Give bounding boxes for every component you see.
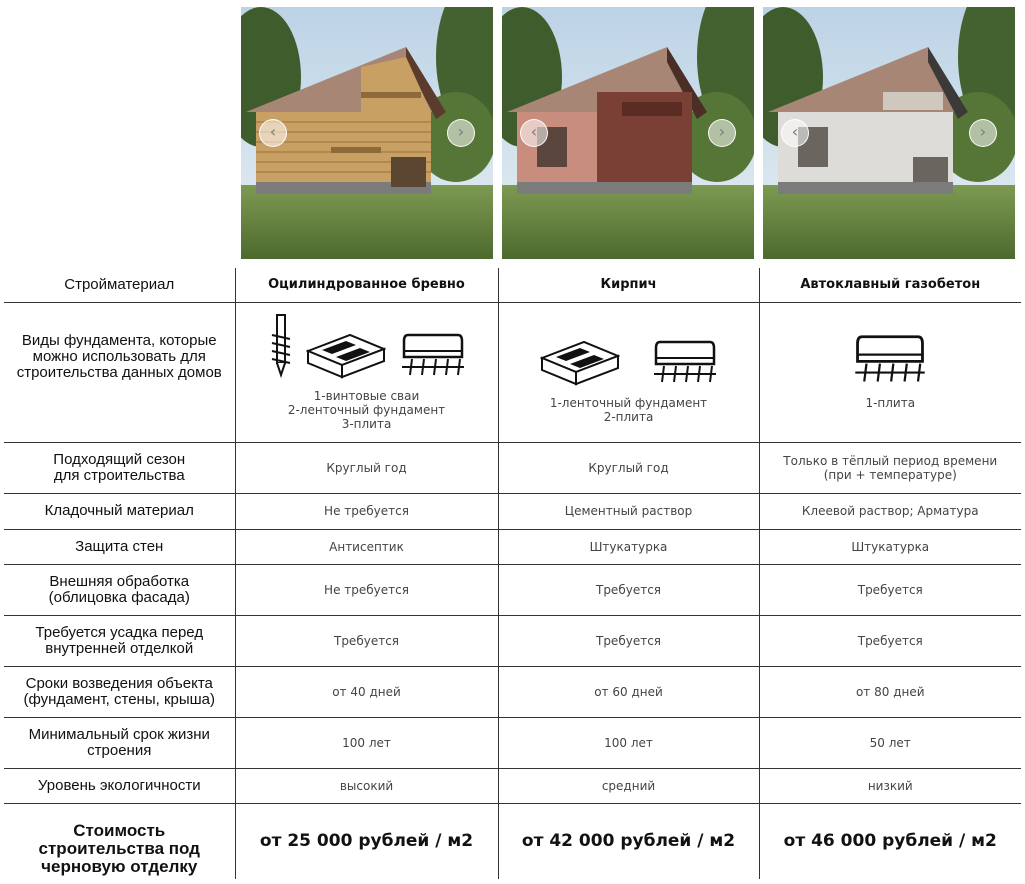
table-cell: Только в тёплый период времени (при + температуре) xyxy=(759,442,1021,493)
table-cell: Требуется xyxy=(759,615,1021,666)
strip-foundation-icon xyxy=(540,340,620,386)
table-header-row xyxy=(4,268,1021,302)
foundation-list: 1-плита xyxy=(865,396,916,410)
table-cell: от 40 дней xyxy=(235,666,498,717)
table-cell: Антисептик xyxy=(235,529,498,564)
price-aerated-concrete: от 46 000 рублей / м2 xyxy=(759,803,1021,879)
comparison-table xyxy=(4,268,1021,879)
foundation-icons xyxy=(503,320,755,386)
house-photo-aerated-concrete xyxy=(763,7,1015,259)
table-cell: низкий xyxy=(759,768,1021,803)
photo-next-button[interactable] xyxy=(708,119,736,147)
table-row-foundation xyxy=(4,302,1021,442)
slab-foundation-icon xyxy=(652,336,718,386)
screw-pile-icon xyxy=(268,313,296,379)
table-cell: 100 лет xyxy=(235,717,498,768)
table-row-lifespan xyxy=(4,717,1021,768)
table-row-eco xyxy=(4,768,1021,803)
chevron-left-icon: ‹ xyxy=(269,122,277,141)
row-label: Сроки возведения объекта (фундамент, стены, крыша) xyxy=(4,666,235,717)
table-cell: Штукатурка xyxy=(759,529,1021,564)
table-row-price xyxy=(4,803,1021,879)
column-header-log: Оцилиндрованное бревно xyxy=(235,268,498,302)
table-cell: Требуется xyxy=(759,564,1021,615)
row-label: Минимальный срок жизни строения xyxy=(4,717,235,768)
foundation-list: 1-винтовые сваи 2-ленточный фундамент 3-плита xyxy=(287,389,446,431)
photo-prev-button[interactable] xyxy=(259,119,287,147)
chevron-right-icon: › xyxy=(718,122,726,141)
table-cell: Штукатурка xyxy=(498,529,759,564)
table-row-build-time xyxy=(4,666,1021,717)
strip-foundation-icon xyxy=(306,333,386,379)
table-cell: Требуется xyxy=(498,564,759,615)
row-label: Кладочный материал xyxy=(4,493,235,529)
photo-prev-button[interactable] xyxy=(781,119,809,147)
price-brick: от 42 000 рублей / м2 xyxy=(498,803,759,879)
table-cell: от 60 дней xyxy=(498,666,759,717)
slab-foundation-icon xyxy=(400,329,466,379)
table-cell: 50 лет xyxy=(759,717,1021,768)
table-cell: средний xyxy=(498,768,759,803)
table-row-wall-protection xyxy=(4,529,1021,564)
table-cell: Круглый год xyxy=(235,442,498,493)
table-row-season xyxy=(4,442,1021,493)
row-label: Стройматериал xyxy=(4,268,235,302)
table-cell: Цементный раствор xyxy=(498,493,759,529)
table-row-shrinkage xyxy=(4,615,1021,666)
foundation-icons xyxy=(764,320,1018,386)
table-cell: высокий xyxy=(235,768,498,803)
table-row-facade xyxy=(4,564,1021,615)
photo-next-button[interactable] xyxy=(969,119,997,147)
table-cell: Не требуется xyxy=(235,564,498,615)
chevron-left-icon: ‹ xyxy=(530,122,538,141)
row-label: Уровень экологичности xyxy=(4,768,235,803)
row-label: Внешняя обработка (облицовка фасада) xyxy=(4,564,235,615)
table-cell: Требуется xyxy=(235,615,498,666)
foundation-cell-brick xyxy=(498,302,759,442)
row-label: Требуется усадка перед внутренней отделкой xyxy=(4,615,235,666)
foundation-cell-aerated-concrete xyxy=(759,302,1021,442)
table-cell: от 80 дней xyxy=(759,666,1021,717)
chevron-right-icon: › xyxy=(979,122,987,141)
price-log: от 25 000 рублей / м2 xyxy=(235,803,498,879)
chevron-left-icon: ‹ xyxy=(791,122,799,141)
row-label-price: Стоимость строительства под черновую отделку xyxy=(4,803,235,879)
column-header-brick: Кирпич xyxy=(498,268,759,302)
column-header-aerated-concrete: Автоклавный газобетон xyxy=(759,268,1021,302)
slab-foundation-icon xyxy=(851,330,929,386)
house-photo-log xyxy=(241,7,493,259)
table-cell: Круглый год xyxy=(498,442,759,493)
row-label: Защита стен xyxy=(4,529,235,564)
row-label: Виды фундамента, которые можно использовать для строительства данных домов xyxy=(4,302,235,442)
foundation-list: 1-ленточный фундамент 2-плита xyxy=(549,396,708,424)
table-cell: Не требуется xyxy=(235,493,498,529)
table-cell: Требуется xyxy=(498,615,759,666)
photo-prev-button[interactable] xyxy=(520,119,548,147)
photo-next-button[interactable] xyxy=(447,119,475,147)
table-cell: 100 лет xyxy=(498,717,759,768)
foundation-cell-log xyxy=(235,302,498,442)
chevron-right-icon: › xyxy=(457,122,465,141)
foundation-icons xyxy=(240,313,494,379)
table-row-masonry xyxy=(4,493,1021,529)
house-photo-brick xyxy=(502,7,754,259)
row-label: Подходящий сезон для строительства xyxy=(4,442,235,493)
table-cell: Клеевой раствор; Арматура xyxy=(759,493,1021,529)
